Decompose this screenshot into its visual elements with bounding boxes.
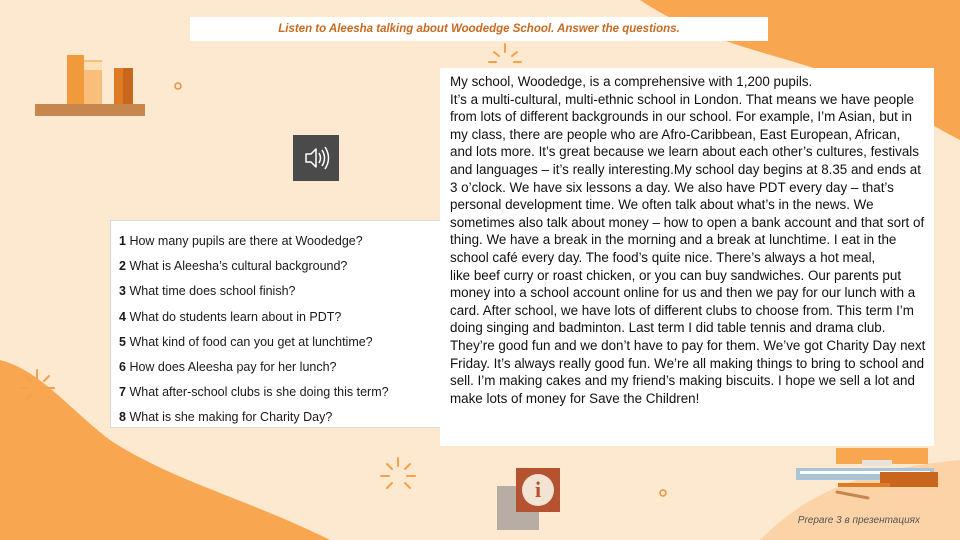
speaker-icon bbox=[301, 143, 331, 173]
question-text: What do students learn about in PDT? bbox=[129, 309, 342, 324]
question-text: How many pupils are there at Woodedge? bbox=[129, 234, 363, 248]
question-number: 8 bbox=[119, 410, 126, 425]
question-item bbox=[119, 309, 449, 334]
instruction-banner bbox=[190, 17, 768, 41]
question-number: 6 bbox=[119, 359, 126, 374]
info-button[interactable] bbox=[516, 468, 560, 512]
dot-decoration bbox=[175, 83, 181, 89]
audio-play-button[interactable] bbox=[293, 135, 339, 181]
question-item bbox=[119, 384, 449, 409]
question-text: What is Aleesha’s cultural background? bbox=[129, 259, 348, 274]
question-item bbox=[119, 334, 449, 359]
question-text: What kind of food can you get at lunchtime? bbox=[129, 334, 373, 349]
question-number: 1 bbox=[119, 234, 126, 248]
info-icon bbox=[522, 474, 554, 506]
instruction-text: Listen to Aleesha talking about Woodedge School. Answer the questions. bbox=[278, 23, 680, 35]
sparkle-decoration bbox=[489, 44, 521, 62]
dot-decoration bbox=[660, 490, 666, 496]
question-text: What is she making for Charity Day? bbox=[129, 410, 333, 425]
question-item bbox=[119, 409, 449, 434]
books-illustration bbox=[35, 55, 145, 116]
question-number: 3 bbox=[119, 284, 126, 299]
question-number: 5 bbox=[119, 334, 126, 349]
question-text: How does Aleesha pay for her lunch? bbox=[129, 359, 337, 374]
question-item bbox=[119, 233, 449, 258]
question-number: 2 bbox=[119, 259, 126, 274]
footer-credit: Prepare 3 в презентациях bbox=[797, 515, 920, 526]
question-text: What time does school finish? bbox=[129, 284, 296, 299]
transcript-paragraph: It’s a multi-cultural, multi-ethnic school in London. That means we have people from lots of different backgrounds in our school. For example, I’m Asian, but in my class, there are people who are Afro-Caribbean, East European, African, and lots more. It’s great because we learn about each other’s cultures, festivals and languages – it’s really interesting.My school day begins at 8.35 and ends at 3 o’clock. We have six lessons a day. We also have PDT every day – that’s personal development time. We often talk about what’s in the news. We sometimes also talk about money – how to open a bank account and that sort of thing. We have a break in the morning and a break at lunchtime. I eat in the school café every day. The food’s quite nice. There’s always a hot meal, bbox=[450, 91, 925, 265]
question-number: 7 bbox=[119, 385, 126, 400]
transcript-paragraph: My school, Woodedge, is a comprehensive with 1,200 pupils. bbox=[450, 74, 813, 89]
question-number: 4 bbox=[119, 309, 126, 324]
questions-panel bbox=[110, 220, 450, 428]
sparkle-decoration bbox=[381, 458, 415, 488]
question-item bbox=[119, 283, 449, 308]
question-item bbox=[119, 359, 449, 384]
transcript-panel bbox=[440, 68, 934, 446]
info-glyph: i bbox=[534, 477, 542, 502]
question-text: What after-school clubs is she doing this term? bbox=[129, 385, 389, 400]
transcript-paragraph: like beef curry or roast chicken, or you can buy sandwiches. Our parents put money into a school account online for us and then we pay for our lunch with a card. After school, we have lots of different clubs to choose from. This term I’m doing singing and badminton. Last term I did table tennis and drama club. They’re good fun and we don’t have to pay for them. We’ve got Charity Day next Friday. It’s always really good fun. We’re all making things to bring to school and sell. I’m making cakes and my friend’s making biscuits. I hope we sell a lot and make lots of money for Save the Children! bbox=[450, 267, 926, 406]
question-item bbox=[119, 258, 449, 283]
